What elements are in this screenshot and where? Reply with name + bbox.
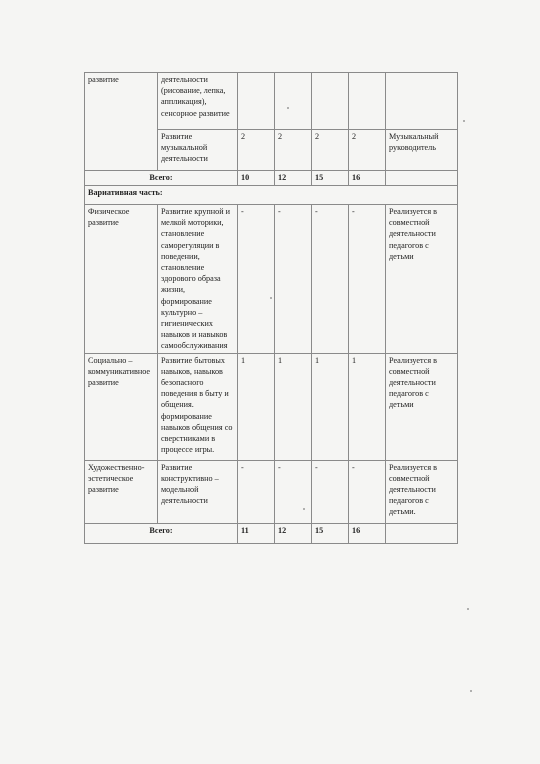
note-cell: Реализуется в совместной деятельности педагогов с детьми.: [386, 460, 458, 523]
total-value: 10: [238, 171, 275, 186]
value-cell: -: [238, 460, 275, 523]
total-value: 12: [275, 171, 312, 186]
activity-cell: Развитие крупной и мелкой моторики, становление саморегуляции в поведении, становление здорового образа жизни, формирование культурно – гигиенических навыков и навыков самообслуживания: [158, 205, 238, 354]
total-value: 16: [349, 171, 386, 186]
area-cell: Художественно-эстетическое развитие: [85, 460, 158, 523]
section-title: Вариативная часть:: [85, 186, 458, 205]
total-label: Всего:: [85, 523, 238, 543]
total-value: 15: [312, 171, 349, 186]
scan-speck: [287, 107, 289, 109]
total-row: [85, 523, 458, 543]
value-cell: -: [275, 460, 312, 523]
total-label: Всего:: [85, 171, 238, 186]
value-cell: 2: [312, 130, 349, 171]
note-cell: Музыкальный руководитель: [386, 130, 458, 171]
value-cell: -: [238, 205, 275, 354]
activity-cell: Развитие конструктивно – модельной деятельности: [158, 460, 238, 523]
total-value: 15: [312, 523, 349, 543]
table-row: [85, 73, 458, 130]
value-cell: 1: [275, 353, 312, 460]
value-cell: 1: [312, 353, 349, 460]
value-cell: 2: [275, 130, 312, 171]
value-cell: -: [349, 205, 386, 354]
scan-speck: [463, 120, 465, 122]
total-value: 16: [349, 523, 386, 543]
total-value: 11: [238, 523, 275, 543]
scan-speck: [467, 608, 469, 610]
scan-speck: [270, 297, 272, 299]
value-cell: 1: [238, 353, 275, 460]
total-value: 12: [275, 523, 312, 543]
value-cell: -: [275, 205, 312, 354]
scan-speck: [303, 508, 305, 510]
note-cell: Реализуется в совместной деятельности педагогов с детьми: [386, 205, 458, 354]
value-cell: -: [312, 460, 349, 523]
value-cell: 2: [349, 130, 386, 171]
table-row: [85, 353, 458, 460]
value-cell: -: [312, 205, 349, 354]
activity-cell: Развитие музыкальной деятельности: [158, 130, 238, 171]
curriculum-table: [84, 72, 458, 544]
value-cell: -: [349, 460, 386, 523]
area-cell: Социально – коммуникативное развитие: [85, 353, 158, 460]
table-row: [85, 460, 458, 523]
activity-cell: Развитие бытовых навыков, навыков безопасного поведения в быту и общения. формирование навыков общения со сверстниками в процессе игры.: [158, 353, 238, 460]
activity-cell: деятельности (рисование, лепка, аппликация), сенсорное развитие: [158, 73, 238, 130]
area-cell: развитие: [85, 73, 158, 171]
section-title-row: [85, 186, 458, 205]
scan-speck: [470, 690, 472, 692]
note-cell: Реализуется в совместной деятельности педагогов с детьми: [386, 353, 458, 460]
value-cell: 1: [349, 353, 386, 460]
table-row: [85, 205, 458, 354]
total-row: [85, 171, 458, 186]
area-cell: Физическое развитие: [85, 205, 158, 354]
value-cell: 2: [238, 130, 275, 171]
